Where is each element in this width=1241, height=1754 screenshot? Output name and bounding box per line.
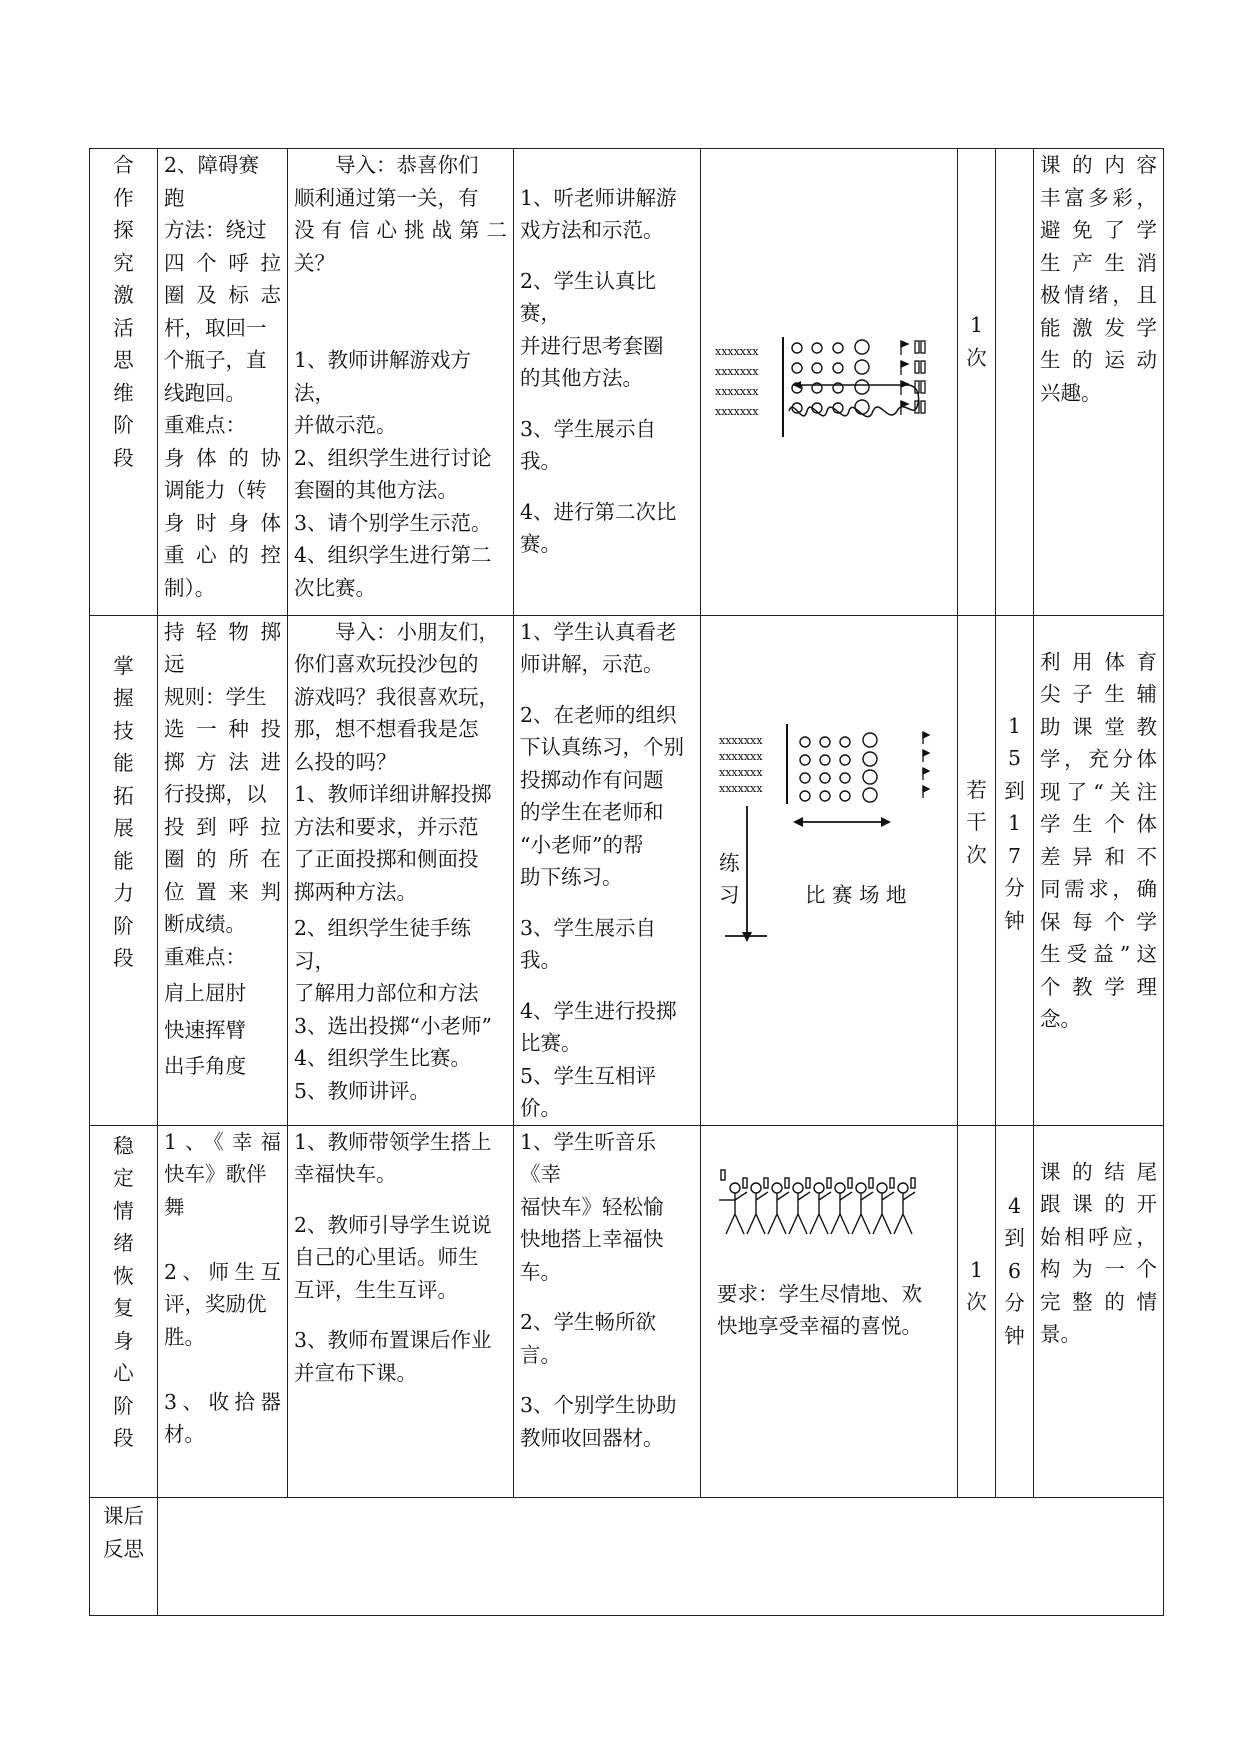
stick-figure-part (856, 1183, 866, 1193)
return-arrow (793, 381, 801, 389)
hula-hoops (800, 733, 877, 802)
stick-figure-part (777, 1214, 786, 1234)
stick-figure-part (877, 1183, 887, 1193)
stick-figure-part (827, 1178, 831, 1188)
stick-figure-part (898, 1183, 908, 1193)
content-title: 2、障碍赛 (164, 153, 260, 177)
stick-figure-part (793, 1183, 803, 1193)
stick-figure-part (747, 1214, 756, 1234)
dancing-students (719, 1170, 915, 1234)
arrow-down-icon (742, 932, 752, 942)
reflection-label-cell: 课后 反思 (90, 1498, 158, 1616)
times-cell-2 (958, 615, 996, 1125)
stick-figure-part (882, 1214, 891, 1234)
reflection-content-cell (158, 1498, 1164, 1616)
diagram-cell-1 (701, 149, 958, 616)
stick-figure-part (835, 1183, 845, 1193)
stick-figure-part (726, 1214, 735, 1234)
stick-figure-part (735, 1214, 744, 1234)
hula-hoops (792, 340, 869, 414)
marker-flags (923, 732, 929, 798)
duration-cell-3 (996, 1125, 1034, 1498)
design-intent-cell-3: 课的结尾 跟课的开 始相呼应， 构为一个 完整的情 景。 (1034, 1125, 1164, 1498)
throwing-field-diagram (707, 616, 951, 1104)
design-intent-cell-1: 课的内容 丰富多彩， 避免了学 生产生消 极情绪，且 能激发学 生的运动 兴趣。 (1034, 149, 1164, 616)
student-row: xxxxxxx (715, 385, 759, 398)
stick-figure-part (840, 1214, 849, 1234)
stick-figure-part (831, 1214, 840, 1234)
content-cell-3: 1、《幸福 快车》歌伴 舞 2、师生互 评，奖励优 胜。 3、收拾器 材。 (158, 1125, 288, 1498)
content-title: 持轻物掷 (164, 619, 281, 644)
design-intent-cell-2: 利用体育 尖子生辅 助课堂教 学，充分体 现了“关注 学生个体 差异和不 同需求，确 保每个学 生受益”这 个教学理 念。 (1034, 615, 1164, 1125)
reflection-label: 课后 (103, 1504, 144, 1528)
diagram-cell-3 (701, 1125, 958, 1498)
happy-train-diagram (707, 1126, 951, 1488)
teacher-intro: 导入：恭喜你们 (335, 153, 479, 177)
repetition-count: 若 干 次 (966, 777, 987, 867)
stick-figure-part (806, 1178, 810, 1188)
duration-cell-2 (996, 615, 1034, 1125)
student-row: xxxxxxx (715, 365, 759, 378)
content-title: 1、《幸福 (164, 1129, 281, 1154)
teacher-activity-cell-1: 导入：恭喜你们 顺利通过第一关，有 没有信心挑战第二 关？ 1、教师讲解游戏方法， 并做示范。 2、组织学生进行讨论 套圈的其他方法。 3、请个别学生示范。 4、组织学生进行第二 次比赛。 (288, 149, 514, 616)
stick-figure-part (903, 1214, 912, 1234)
stick-figure-part (819, 1214, 828, 1234)
repetition-count: 1 次 (966, 313, 987, 370)
student-rows (715, 345, 759, 418)
stick-figure-part (890, 1178, 894, 1188)
stage-cell-1 (90, 149, 158, 616)
table-row-cooldown (90, 1125, 1164, 1498)
stick-figure-part (848, 1178, 852, 1188)
stick-figure-part (814, 1183, 824, 1193)
run-path (789, 385, 919, 417)
duration-value: 1 5 到 1 7 分 钟 (1004, 713, 1025, 933)
content-cell-2: 持轻物掷 远 规则：学生 选一种投 掷方法进 行投掷，以 投到呼拉 圈的所在 位置来判 断成绩。 重难点： 肩上屈肘 快速挥臂 出手角度 (158, 615, 288, 1125)
student-row: xxxxxxx (719, 765, 763, 779)
field-label: 比 赛 场 地 (805, 882, 907, 907)
requirement-text: 要求：学生尽情地、欢 (717, 1281, 922, 1306)
stage-label-3: 稳 定 情 绪 恢 复 身 心 阶 段 (113, 1133, 134, 1450)
arrow-right-icon (881, 817, 891, 827)
practice-label: 习 (719, 882, 740, 907)
times-cell-1 (958, 149, 996, 616)
stick-figure-part (869, 1178, 873, 1188)
stick-figure-part (911, 1178, 915, 1188)
key-difficulty-label: 重难点： (164, 944, 246, 969)
times-cell-3 (958, 1125, 996, 1498)
student-row: xxxxxxx (719, 733, 763, 747)
student-row: xxxxxxx (719, 781, 763, 795)
student-row: xxxxxxx (715, 405, 759, 418)
obstacle-race-diagram (707, 149, 951, 605)
student-row: xxxxxxx (715, 345, 759, 358)
stage-label-1: 合 作 探 究 激 活 思 维 阶 段 (113, 153, 134, 470)
stage-cell-3 (90, 1125, 158, 1498)
stage-label-2: 掌 握 技 能 拓 展 能 力 阶 段 (113, 653, 134, 970)
table-row-reflection (90, 1498, 1164, 1616)
duration-value: 4 到 6 分 钟 (1004, 1193, 1025, 1348)
lesson-plan-table (89, 148, 1164, 1616)
content-cell-1: 2、障碍赛 跑 方法：绕过 四个呼拉 圈及标志 杆，取回一 个瓶子，直 线跑回。 重难点： 身体的协 调能力（转 身时身体 重心的控 制）。 (158, 149, 288, 616)
marker-flags (901, 341, 908, 415)
stick-figure-part (785, 1178, 789, 1188)
stick-figure-part (743, 1178, 747, 1188)
stick-figure-part (751, 1183, 761, 1193)
student-activity-cell-1: 1、听老师讲解游 戏方法和示范。 2、学生认真比赛， 并进行思考套圈 的其他方法。 3、学生展示自我。 4、进行第二次比 赛。 (514, 149, 701, 616)
teacher-intro: 导入：小朋友们， (335, 619, 499, 644)
stick-figure-part (756, 1214, 765, 1234)
stick-figure-part (772, 1183, 782, 1193)
stick-figure-part (721, 1170, 725, 1180)
stick-figure-part (852, 1214, 861, 1234)
stage-cell-2 (90, 615, 158, 1125)
requirement-text: 快地享受幸福的喜悦。 (717, 1313, 922, 1338)
stick-figure-part (730, 1183, 740, 1193)
stick-figure-part (894, 1214, 903, 1234)
stick-figure-part (861, 1214, 870, 1234)
student-row: xxxxxxx (719, 749, 763, 763)
table-row-cooperation (90, 149, 1164, 616)
student-activity-cell-3: 1、学生听音乐《幸 福快车》轻松愉 快地搭上幸福快 车。 2、学生畅所欲言。 3、个别学生协助 教师收回器材。 (514, 1125, 701, 1498)
stick-figure-part (789, 1214, 798, 1234)
teacher-activity-cell-3: 1、教师带领学生搭上 幸福快车。 2、教师引导学生说说 自己的心里话。师生 互评，生生互评。 3、教师布置课后作业 并宣布下课。 (288, 1125, 514, 1498)
bottles (915, 341, 925, 413)
stick-figure-part (768, 1214, 777, 1234)
teacher-activity-cell-2: 导入：小朋友们， 你们喜欢玩投沙包的 游戏吗？我很喜欢玩， 那，想不想看我是怎 么投的吗？ 1、教师详细讲解投掷 方法和要求，并示范 了正面投掷和侧面投 掷两种方法。 2、组织学生徒手练习， 了解用力部位和方法 3、选出投掷“小老师” 4、组织学生比赛。 5、教师讲评。 (288, 615, 514, 1125)
duration-cell-1 (996, 149, 1034, 616)
stick-figure-part (798, 1214, 807, 1234)
stick-figure-part (873, 1214, 882, 1234)
arrow-left-icon (793, 817, 803, 827)
stick-figure-part (810, 1214, 819, 1234)
key-difficulty-label: 重难点： (164, 413, 246, 437)
table-row-skills (90, 615, 1164, 1125)
diagram-cell-2 (701, 615, 958, 1125)
student-rows (719, 734, 763, 795)
stick-figure-part (764, 1178, 768, 1188)
practice-label: 练 (719, 850, 740, 875)
repetition-count: 1 次 (966, 1257, 987, 1314)
student-activity-cell-2: 1、学生认真看老 师讲解，示范。 2、在老师的组织 下认真练习，个别 投掷动作有问题 的学生在老师和 “小老师”的帮 助下练习。 3、学生展示自我。 4、学生进行投掷 比赛。 5、学生互相评价。 (514, 615, 701, 1125)
